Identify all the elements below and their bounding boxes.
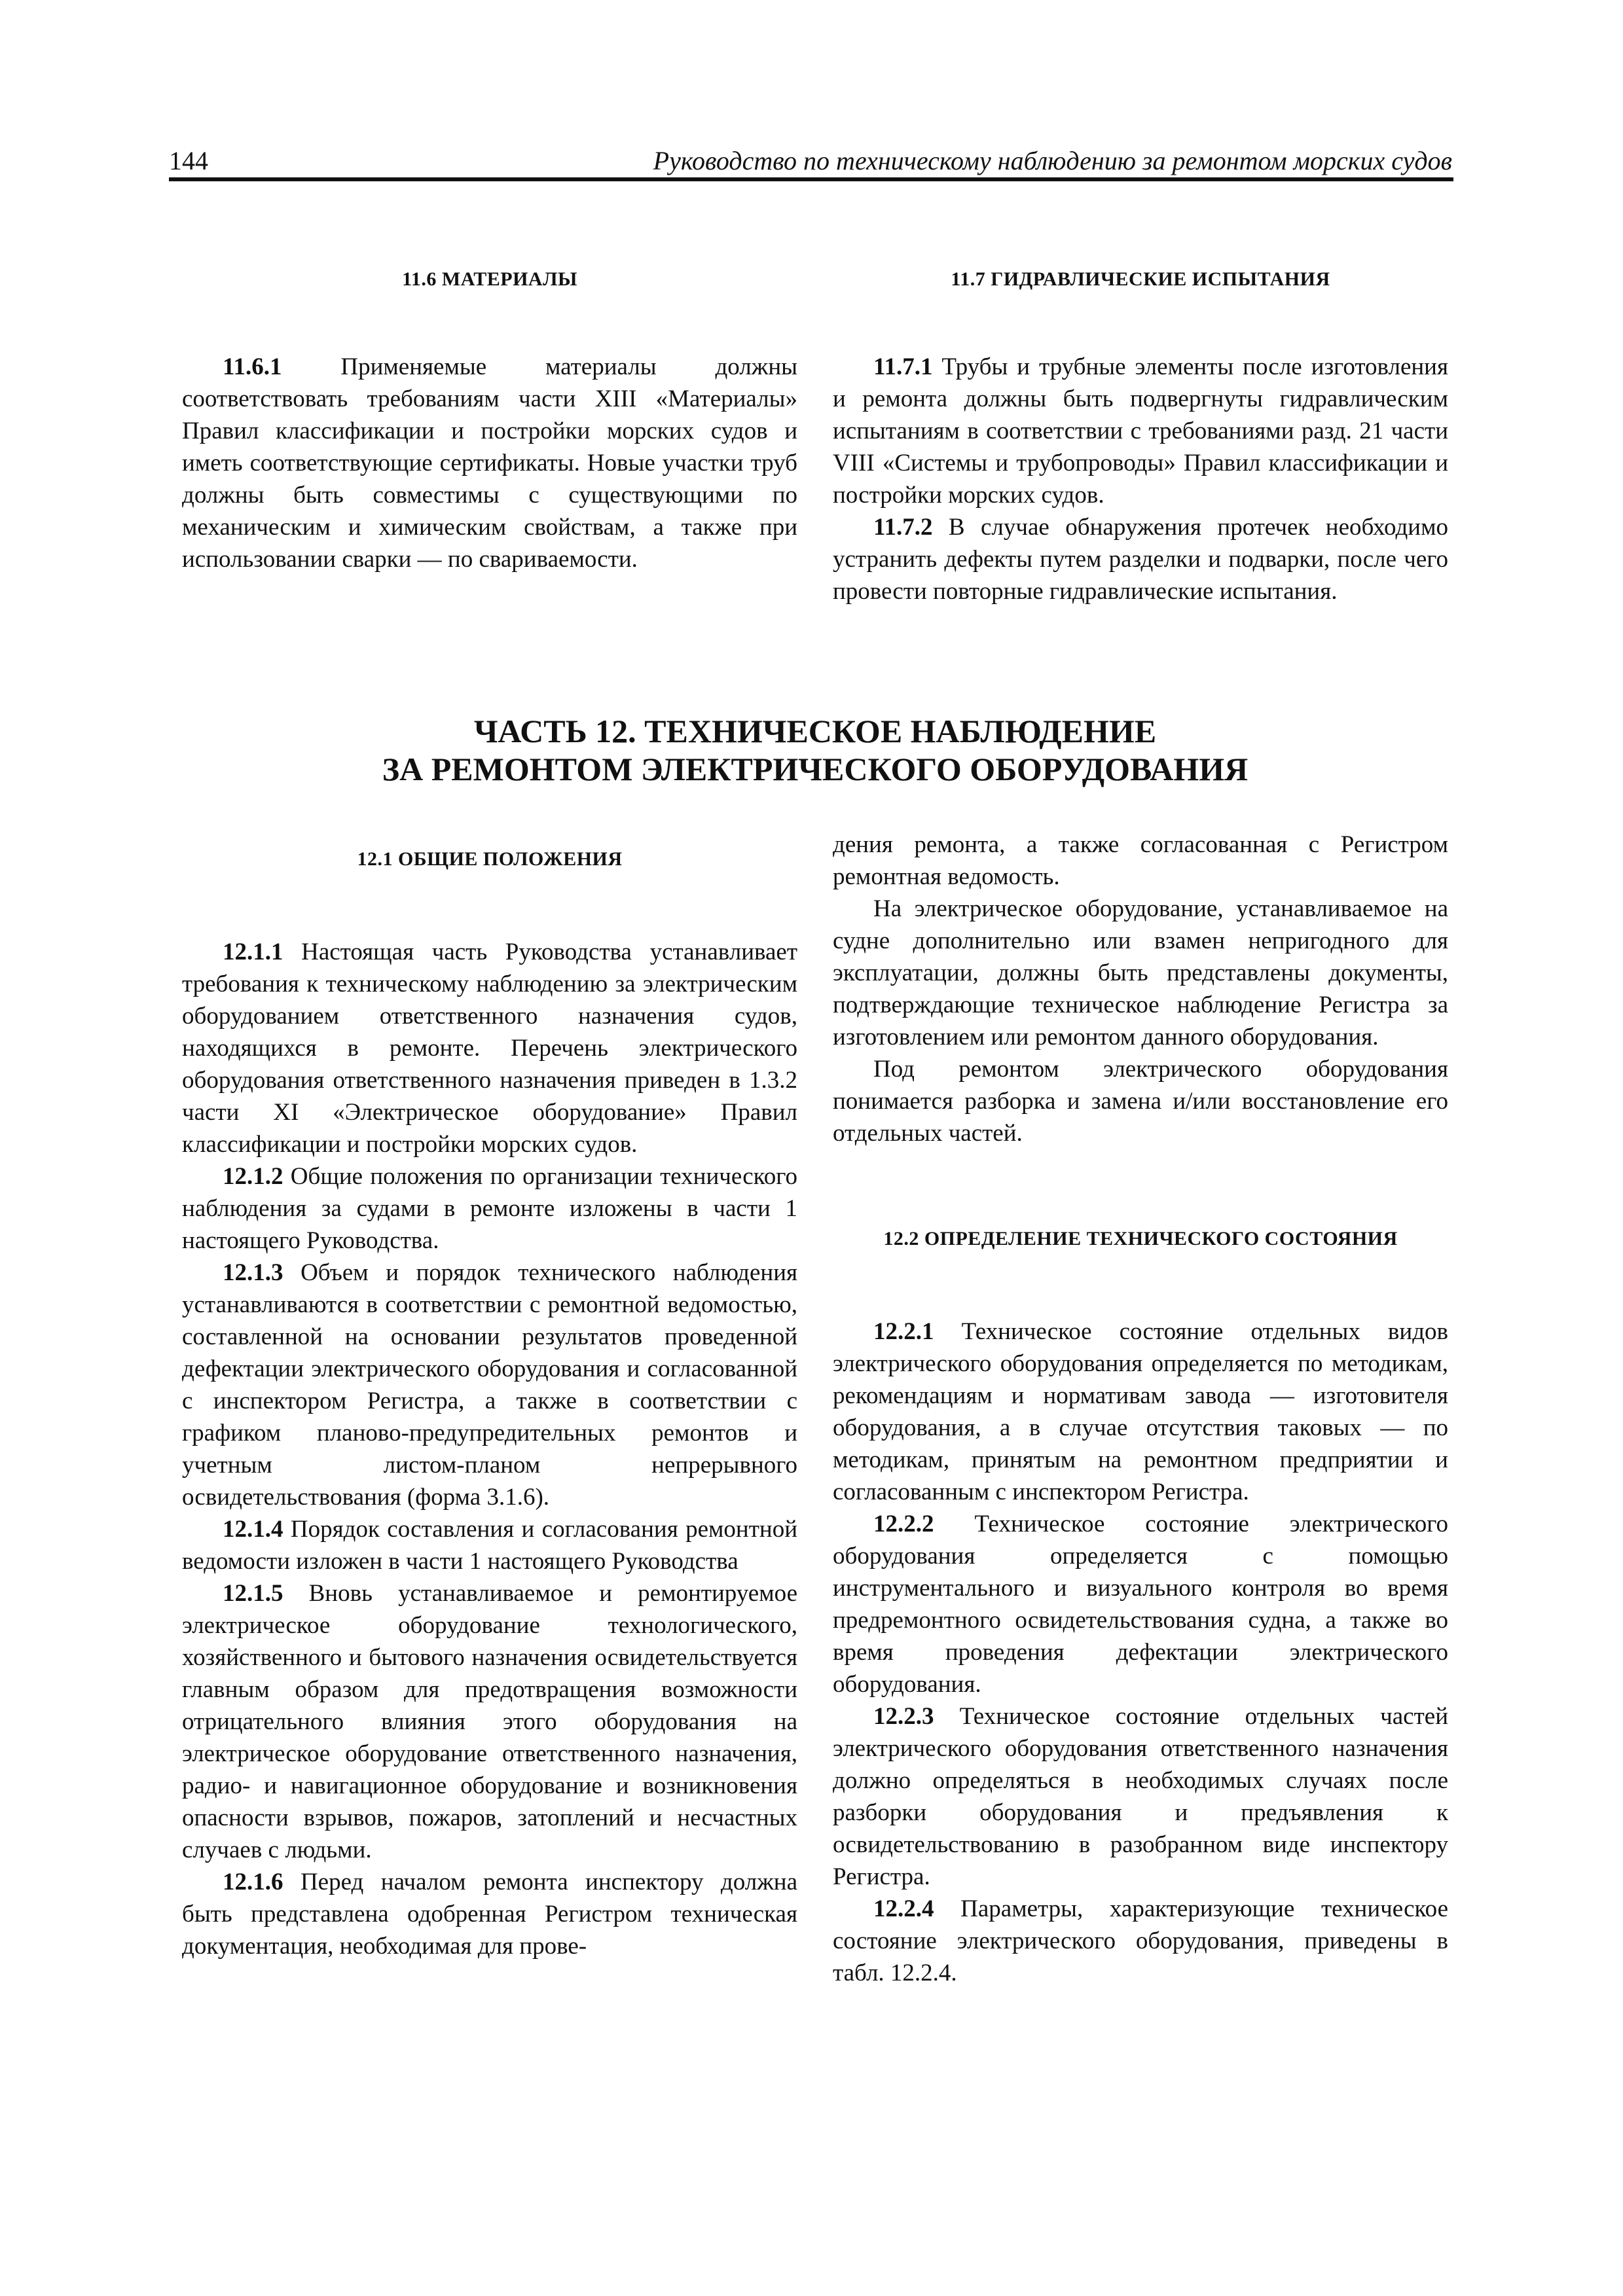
page-number: 144 xyxy=(169,146,208,175)
paragraph-text: Параметры, характеризующие техническое состояние электрического оборудования, приведены в табл. 12.2.4. xyxy=(833,1895,1448,1986)
header-rule xyxy=(169,177,1453,181)
running-title: Руководство по техническому наблюдению за ремонтом морских судов xyxy=(653,146,1452,175)
paragraph-number: 11.7.1 xyxy=(873,353,933,380)
section-heading: 12.1 ОБЩИЕ ПОЛОЖЕНИЯ xyxy=(357,848,623,870)
paragraph xyxy=(182,936,797,1160)
paragraph-number: 12.2.1 xyxy=(873,1318,934,1345)
paragraph-number: 12.1.2 xyxy=(223,1163,283,1190)
paragraph-text: Перед началом ремонта инспектору должна быть представлена одобренная Регистром техническая документация, необходимая для прове- xyxy=(182,1869,798,1960)
paragraph-text: Техническое состояние электрического оборудования определяется с помощью инструментального и визуального контроля во время предремонтного освидетельствования судна, а также во время проведения дефектации электрического оборудования. xyxy=(833,1511,1449,1698)
paragraph xyxy=(182,1577,797,1866)
paragraph: На электрическое оборудование, устанавливаемое на судне дополнительно или взамен непригодного для эксплуатации, должны быть представлены документы, подтверждающие техническое наблюдение Регистра за изготовлением или ремонтом данного оборудования. xyxy=(833,895,1448,1050)
section-heading: 11.7 ГИДРАВЛИЧЕСКИЕ ИСПЫТАНИЯ xyxy=(951,268,1330,290)
section-11-6 xyxy=(182,268,797,575)
section-12-1-continued xyxy=(833,829,1448,1989)
paragraph-number: 12.1.4 xyxy=(223,1516,283,1543)
paragraph-number: 12.2.4 xyxy=(873,1895,934,1922)
paragraph xyxy=(833,1316,1448,1508)
section-11-7 xyxy=(833,268,1448,607)
paragraph-number: 12.1.3 xyxy=(223,1259,283,1286)
paragraph-number: 12.1.1 xyxy=(223,939,283,965)
paragraph xyxy=(833,351,1448,511)
paragraph-text: Применяемые материалы должны соответствовать требованиям части XIII «Материалы» Правил классификации и постройки морских судов и иметь соответствующие сертификаты. Новые участки труб должны быть совместимы с существующими по механическим и химическим свойствам, а также при использовании сварки — по свариваемости. xyxy=(182,353,797,573)
paragraph xyxy=(182,1257,797,1513)
paragraph-number: 12.1.5 xyxy=(223,1580,283,1607)
paragraph xyxy=(182,351,797,575)
paragraph-text: Порядок составления и согласования ремонтной ведомости изложен в части 1 настоящего Руководства xyxy=(182,1516,798,1575)
paragraph xyxy=(833,1893,1448,1989)
paragraph xyxy=(833,1508,1448,1700)
paragraph-text: Вновь устанавливаемое и ремонтируемое электрическое оборудование технологического, хозяйственного и бытового назначения освидетельствуется главным образом для предотвращения возможности отрицательного влияния этого оборудования на электрическое оборудование ответственного назначения, радио- и навигационное оборудование и возникновения опасности взрывов, пожаров, затоплений и несчастных случаев с людьми. xyxy=(182,1580,797,1863)
paragraph-number: 12.2.3 xyxy=(873,1703,934,1730)
paragraph xyxy=(182,1513,797,1577)
part-title xyxy=(182,712,1448,788)
section-heading: 11.6 МАТЕРИАЛЫ xyxy=(402,268,577,290)
paragraph xyxy=(833,511,1448,607)
paragraph xyxy=(833,1700,1448,1893)
paragraph xyxy=(182,1866,797,1962)
paragraph-text: В случае обнаружения протечек необходимо устранить дефекты путем разделки и подварки, после чего провести повторные гидравлические испытания. xyxy=(833,514,1449,605)
section-12-1 xyxy=(182,848,797,1962)
paragraph-text: Общие положения по организации технического наблюдения за судами в ремонте изложены в части 1 настоящего Руководства. xyxy=(182,1163,797,1254)
section-heading: 12.2 ОПРЕДЕЛЕНИЕ ТЕХНИЧЕСКОГО СОСТОЯНИЯ xyxy=(883,1228,1398,1249)
paragraph-number: 11.6.1 xyxy=(223,353,282,380)
paragraph-continued: дения ремонта, а также согласованная с Регистром ремонтная ведомость. xyxy=(833,831,1448,890)
paragraph-text: Техническое состояние отдельных видов электрического оборудования определяется по методикам, рекомендациям и нормативам завода — изготовителя оборудования, а в случае отсутствия таковых — по методикам, принятым на ремонтном предприятии и согласованным с инспектором Регистра. xyxy=(833,1318,1448,1505)
paragraph-number: 12.1.6 xyxy=(223,1869,283,1895)
paragraph-number: 12.2.2 xyxy=(873,1511,934,1537)
paragraph-text: Объем и порядок технического наблюдения устанавливаются в соответствии с ремонтной ведомостью, составленной на основании результатов проведенной дефектации электрического оборудования и согласованной с инспектором Регистра, а также в соответствии с графиком планово-предупредительных ремонтов и учетным листом-планом непрерывного освидетельствования (форма 3.1.6). xyxy=(182,1259,798,1511)
paragraph-text: Техническое состояние отдельных частей электрического оборудования ответственного назначения должно определяться в необходимых случаях после разборки оборудования и предъявления к освидетельствованию в разобранном виде инспектору Регистра. xyxy=(833,1703,1448,1890)
paragraph-number: 11.7.2 xyxy=(873,514,933,541)
part-title-line-1: ЧАСТЬ 12. ТЕХНИЧЕСКОЕ НАБЛЮДЕНИЕ xyxy=(473,713,1157,749)
paragraph-text: Трубы и трубные элементы после изготовления и ремонта должны быть подвергнуты гидравлическим испытаниям в соответствии с требованиями разд. 21 части VIII «Системы и трубопроводы» Правил классификации и постройки морских судов. xyxy=(833,353,1448,509)
page-header xyxy=(169,145,1452,179)
paragraph: Под ремонтом электрического оборудования понимается разборка и замена и/или восстановление его отдельных частей. xyxy=(833,1056,1448,1147)
part-title-line-2: ЗА РЕМОНТОМ ЭЛЕКТРИЧЕСКОГО ОБОРУДОВАНИЯ xyxy=(382,751,1249,787)
paragraph xyxy=(182,1160,797,1257)
paragraph-text: Настоящая часть Руководства устанавливает требования к техническому наблюдению за электрическим оборудованием ответственного назначения судов, находящихся в ремонте. Перечень электрического оборудования ответственного назначения приведен в 1.3.2 части XI «Электрическое оборудование» Правил классификации и постройки морских судов. xyxy=(182,939,797,1158)
